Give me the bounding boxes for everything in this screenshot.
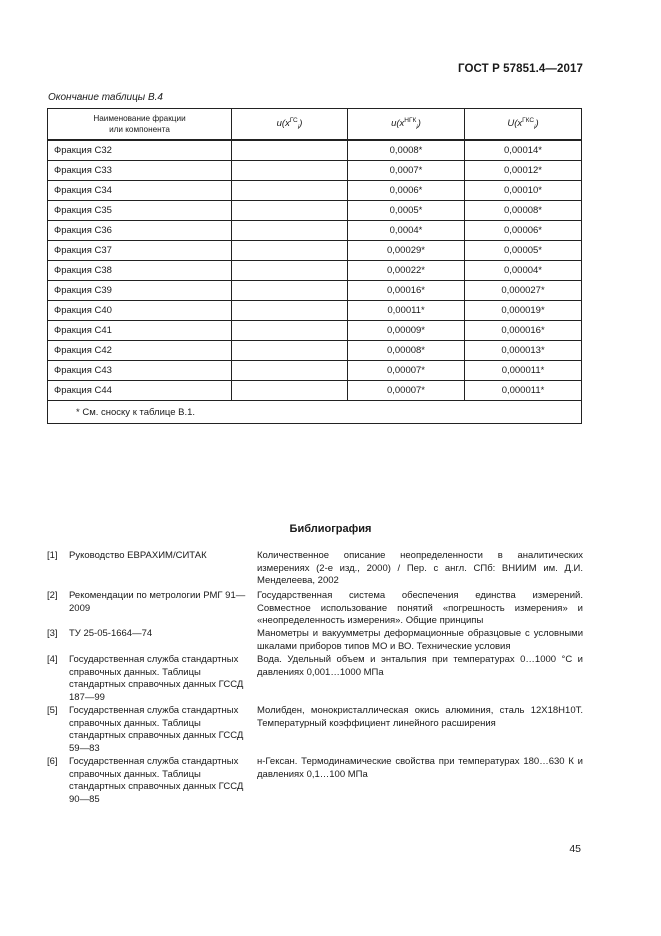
fraction-name: Фракция С34 — [48, 181, 232, 201]
bib-entry-description: н-Гексан. Термодинамические свойства при температурах 180…630 К и давлениях 0,1…100 МПа — [257, 756, 583, 780]
fraction-name: Фракция С41 — [48, 321, 232, 341]
bib-entry-description: Вода. Удельный объем и энтальпия при температурах 0…1000 °С и давлениях 0,001…1000 МПа — [257, 654, 583, 678]
fraction-name: Фракция С42 — [48, 341, 232, 361]
table-row — [48, 361, 582, 381]
value-ngk: 0,0006* — [348, 181, 465, 201]
bib-entry-number: [2] — [47, 590, 58, 601]
value-gks: 0,000011* — [465, 381, 582, 401]
header-col3-sub: i — [534, 124, 536, 132]
value-ngk: 0,0007* — [348, 161, 465, 181]
bib-entry-source: Руководство ЕВРАХИМ/СИТАК — [69, 550, 207, 561]
value-ngk: 0,00008* — [348, 341, 465, 361]
bib-entry-description: Государственная система обеспечения единства измерений. Совместное использование понятий «погрешность измерения» и «неопределенность измерения». Общие принципы — [257, 590, 583, 627]
value-gs — [232, 161, 348, 181]
value-ngk: 0,00007* — [348, 361, 465, 381]
bib-entry-number: [6] — [47, 756, 58, 767]
header-col1-base: u(x — [276, 118, 290, 130]
header-col1-close: ) — [299, 118, 303, 130]
value-gks: 0,00014* — [465, 140, 582, 161]
bib-entry-description: Количественное описание неопределенности в аналитических измерениях (2-е изд., 2000) / Пер. с англ. СПб: ВНИИМ им. Д.И. Менделеева, 2002 — [257, 550, 583, 587]
table-row — [48, 281, 582, 301]
value-ngk: 0,00022* — [348, 261, 465, 281]
header-col2-close: ) — [417, 118, 421, 130]
table-row — [48, 321, 582, 341]
table-row — [48, 181, 582, 201]
fraction-name: Фракция С32 — [48, 140, 232, 161]
bib-entry-source: Рекомендации по метрологии РМГ 91—2009 — [69, 590, 246, 614]
bib-entry-source: Государственная служба стандартных справочных данных. Таблицы стандартных справочных данных ГССД 187—99 — [69, 654, 244, 704]
header-col3-base: U(x — [507, 118, 523, 130]
header-col3-close: ) — [535, 118, 539, 130]
value-gs — [232, 261, 348, 281]
fraction-name: Фракция С44 — [48, 381, 232, 401]
value-gs — [232, 321, 348, 341]
table-row — [48, 261, 582, 281]
value-gs — [232, 301, 348, 321]
value-ngk: 0,0005* — [348, 201, 465, 221]
value-gs — [232, 341, 348, 361]
value-ngk: 0,00016* — [348, 281, 465, 301]
table-row — [48, 301, 582, 321]
value-gks: 0,00008* — [465, 201, 582, 221]
table-row — [48, 341, 582, 361]
table-row — [48, 381, 582, 401]
header-col1-sup: ГС — [289, 116, 298, 124]
header-col2-base: u(x — [391, 118, 405, 130]
table-row — [48, 201, 582, 221]
bib-entry-number: [5] — [47, 705, 58, 716]
value-gks: 0,000013* — [465, 341, 582, 361]
header-col3-sup: ГКС — [522, 116, 535, 124]
header-col1-sub: i — [297, 124, 300, 132]
bib-entry-source: ТУ 25-05-1664—74 — [69, 628, 153, 639]
value-gs — [232, 201, 348, 221]
header-col2-sup: НГК — [404, 116, 417, 124]
value-gs — [232, 221, 348, 241]
table-footnote-row — [48, 401, 582, 424]
table-header-row — [48, 109, 582, 141]
value-gks: 0,00005* — [465, 241, 582, 261]
header-col1 — [232, 109, 348, 141]
value-ngk: 0,00011* — [348, 301, 465, 321]
value-gs — [232, 181, 348, 201]
value-gs — [232, 140, 348, 161]
value-gks: 0,000016* — [465, 321, 582, 341]
fraction-name: Фракция С40 — [48, 301, 232, 321]
table-row — [48, 161, 582, 181]
value-gks: 0,00006* — [465, 221, 582, 241]
value-gks: 0,000011* — [465, 361, 582, 381]
fraction-name: Фракция С43 — [48, 361, 232, 381]
value-ngk: 0,00029* — [348, 241, 465, 261]
bib-entry-number: [1] — [47, 550, 58, 561]
table-footnote: * См. сноску к таблице В.1. — [48, 401, 582, 424]
bib-entry-number: [4] — [47, 654, 58, 665]
value-gs — [232, 241, 348, 261]
value-gs — [232, 281, 348, 301]
bib-entry-source: Государственная служба стандартных справочных данных. Таблицы стандартных справочных данных ГССД 59—83 — [69, 705, 244, 755]
header-name-line1: Наименование фракции — [93, 114, 186, 123]
value-gs — [232, 381, 348, 401]
value-gks: 0,00012* — [465, 161, 582, 181]
value-gks: 0,000027* — [465, 281, 582, 301]
fraction-name: Фракция С39 — [48, 281, 232, 301]
fraction-name: Фракция С36 — [48, 221, 232, 241]
bib-entry-description: Манометры и вакуумметры деформационные образцовые с условными шкалами приборов типов МО и ВО. Технические условия — [257, 628, 583, 652]
bib-entry-source: Государственная служба стандартных справочных данных. Таблицы стандартных справочных данных ГССД 90—85 — [69, 756, 244, 806]
bibliography-title: Библиография — [289, 523, 372, 535]
value-gks: 0,000019* — [465, 301, 582, 321]
fraction-name: Фракция С37 — [48, 241, 232, 261]
value-gks: 0,00010* — [465, 181, 582, 201]
value-ngk: 0,00007* — [348, 381, 465, 401]
value-ngk: 0,0008* — [348, 140, 465, 161]
header-name-line2: или компонента — [109, 125, 170, 134]
value-gks: 0,00004* — [465, 261, 582, 281]
table-caption: Окончание таблицы В.4 — [48, 92, 163, 103]
header-col3 — [465, 109, 582, 141]
uncertainty-table — [47, 108, 582, 424]
header-col2-sub: i — [416, 124, 418, 132]
value-ngk: 0,00009* — [348, 321, 465, 341]
fraction-name: Фракция С33 — [48, 161, 232, 181]
bib-entry-number: [3] — [47, 628, 58, 639]
value-ngk: 0,0004* — [348, 221, 465, 241]
header-name — [48, 109, 232, 141]
bib-entry-description: Молибден, монокристаллическая окись алюминия, сталь 12Х18Н10Т. Температурный коэффициент линейного расширения — [257, 705, 583, 729]
fraction-name: Фракция С35 — [48, 201, 232, 221]
value-gs — [232, 361, 348, 381]
table-row — [48, 241, 582, 261]
table-row — [48, 140, 582, 161]
header-col2 — [348, 109, 465, 141]
table-row — [48, 221, 582, 241]
page-number: 45 — [569, 843, 581, 855]
fraction-name: Фракция С38 — [48, 261, 232, 281]
standard-code: ГОСТ Р 57851.4—2017 — [458, 63, 583, 75]
